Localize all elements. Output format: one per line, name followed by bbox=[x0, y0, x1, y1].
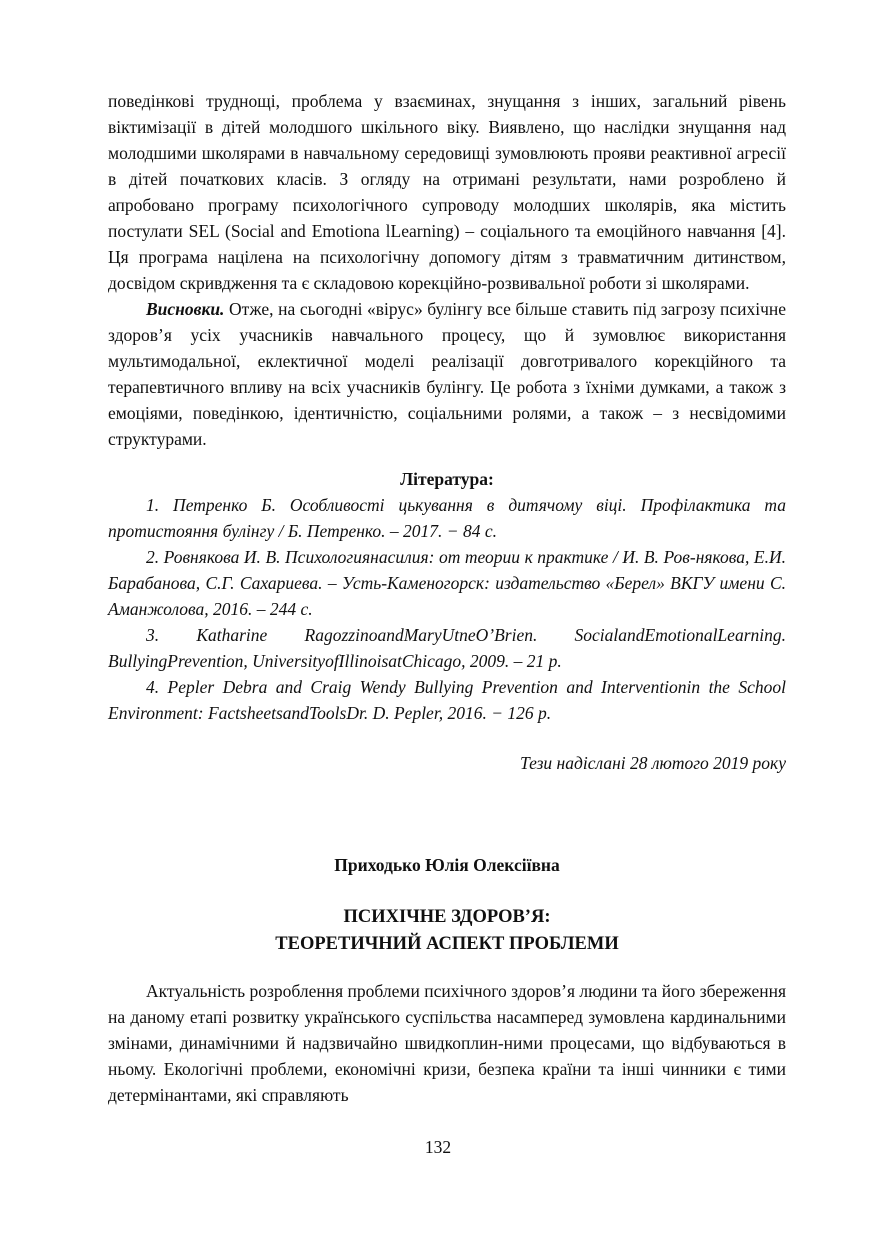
article-title-line1: ПСИХІЧНЕ ЗДОРОВ’Я: bbox=[343, 907, 551, 927]
literature-heading: Література: bbox=[400, 469, 494, 489]
reference-item-4: 4. Pepler Debra and Craig Wendy Bullying Prevention and Interventionin the School Environment: FactsheetsandToolsDr. D. Pepler, 2016. − 126 p. bbox=[108, 677, 786, 723]
page-number: 132 bbox=[424, 1137, 452, 1157]
submission-date-note: Тези надіслані 28 лютого 2019 року bbox=[519, 753, 786, 773]
conclusions-paragraph bbox=[108, 296, 786, 452]
paragraph-continuation: поведінкові труднощі, проблема у взаєминах, знущання з інших, загальний рівень віктимізації в дітей молодшого шкільного віку. Виявлено, що наслідки знущання над молодшими школярами в навчальному середовищі зумовлюють прояви реактивної агресії в дітей початкових класів. З огляду на отримані результати, нами розроблено й апробовано програму психологічного супроводу молодших школярів, яка містить постулати SEL (Social and Emotiona lLearning) – соціального та емоційного навчання [4]. Ця програма націлена на психологічну допомогу дітям з травматичним дитинством, досвідом скривдження та є складовою корекційно-розвивальної роботи зі школярами. bbox=[108, 91, 786, 293]
reference-item-3: 3. Katharine RagozzinoandMaryUtneO’Brien. SocialandEmotionalLearning. BullyingPrevention, UniversityofIllinoisatChicago, 2009. – 21 p. bbox=[108, 625, 786, 671]
reference-item-2: 2. Ровнякова И. В. Психологиянасилия: от теории к практике / И. В. Ров-някова, Е.И. Барабанова, С.Г. Сахариева. – Усть-Каменогорск: издательство «Берел» ВКГУ имени С. Аманжолова, 2016. – 244 с. bbox=[108, 547, 786, 619]
article-title-line2: ТЕОРЕТИЧНИЙ АСПЕКТ ПРОБЛЕМИ bbox=[275, 934, 619, 954]
conclusions-text: Отже, на сьогодні «вірус» булінгу все більше ставить під загрозу психічне здоров’я усіх учасників навчального процесу, що й зумовлює використання мультимодальної, еклектичної моделі реалізації довготривалого корекційного та терапевтичного впливу на всіх учасників булінгу. Це робота з їхніми думками, а також з емоціями, поведінкою, ідентичністю, соціальними ролями, а також – з несвідомими структурами. bbox=[108, 299, 787, 449]
author-name: Приходько Юлія Олексіївна bbox=[334, 855, 560, 875]
reference-item-1: 1. Петренко Б. Особливості цькування в дитячому віці. Профілактика та протистояння булінгу / Б. Петренко. – 2017. − 84 с. bbox=[108, 495, 786, 541]
conclusions-lead-label: Висновки. bbox=[146, 299, 225, 319]
article-title bbox=[108, 904, 786, 958]
intro-paragraph: Актуальність розроблення проблеми психічного здоров’я людини та його збереження на даному етапі розвитку українського суспільства насамперед зумовлена кардинальними змінами, динамічними й надзвичайно швидкоплин-ними процесами, що відбуваються в ньому. Екологічні проблеми, економічні кризи, безпека країни та інші чинники є тими детермінантами, які справляють bbox=[108, 981, 786, 1105]
